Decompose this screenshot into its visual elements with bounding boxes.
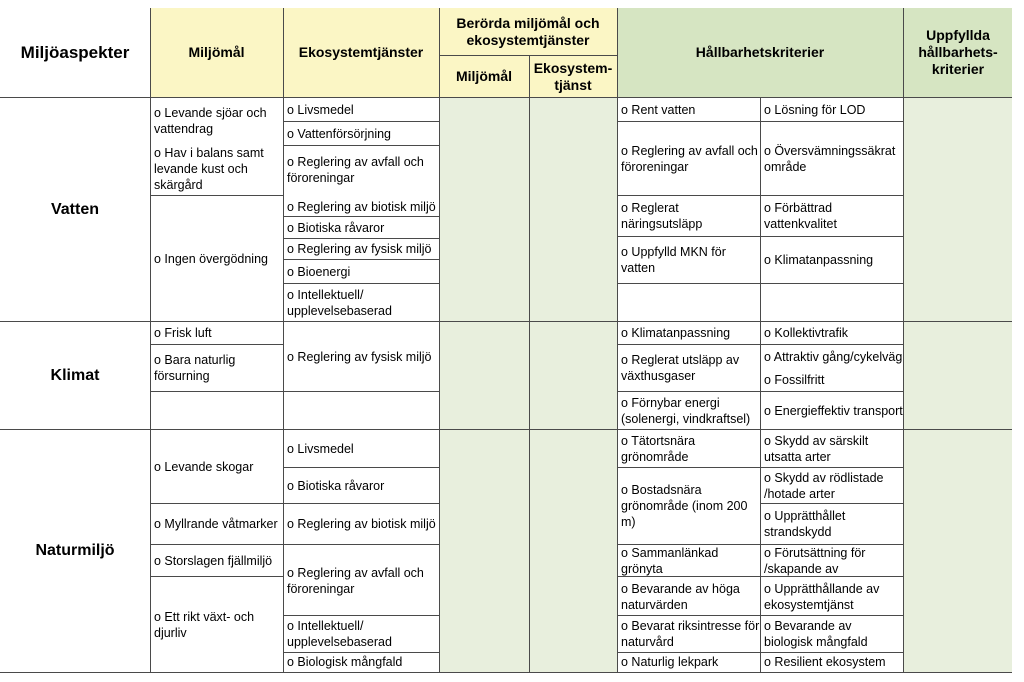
criterion-item: o Klimatanpassning	[764, 253, 874, 267]
service-item: o Reglering av avfall och föroreningar	[287, 155, 424, 185]
criterion-item: o Attraktiv gång/cykelväg	[764, 350, 903, 364]
grid-line	[283, 283, 439, 284]
goal-item: o Levande sjöar och vattendrag	[154, 106, 267, 136]
goal-item: o Bara naturlig försurning	[154, 353, 236, 383]
criterion-item: o Reglering av avfall och föroreningar	[621, 143, 758, 174]
header-goals: Miljömål	[188, 44, 245, 60]
criterion-item: o Klimatanpassning	[621, 326, 731, 340]
grid-line	[150, 576, 283, 577]
grid-line	[283, 259, 439, 260]
criterion-item: o Bevarat riksintresse för naturvård	[621, 619, 760, 649]
service-item: o Vattenförsörjning	[287, 126, 391, 141]
grid-line	[150, 344, 283, 345]
grid-line	[439, 8, 440, 672]
grid-line	[903, 8, 904, 672]
grid-line	[617, 8, 618, 672]
service-item: o Biologisk mångfald	[287, 655, 403, 669]
service-item: o Biotiska råvaror	[287, 479, 385, 493]
criterion-item: o Skydd av särskilt utsatta arter	[764, 434, 869, 464]
header-fulfilled: Uppfyllda hållbarhets-kriterier	[918, 27, 998, 77]
grid-line	[617, 652, 760, 653]
grid-line	[0, 672, 1012, 673]
criterion-item: o Förnybar energi (solenergi, vindkraftsel)	[621, 395, 751, 426]
criterion-item: o Bostadsnära grönområde (inom 200 m)	[621, 483, 748, 529]
grid-line	[760, 236, 903, 237]
criterion-item: o Tätortsnära grönområde	[621, 434, 696, 464]
goal-item: o Myllrande våtmarker	[154, 517, 278, 531]
criterion-item: o Reglerat näringsutsläpp	[621, 201, 703, 231]
service-item: o Livsmedel	[287, 442, 354, 456]
criterion-item: o Översvämningssäkrat område	[764, 143, 896, 174]
grid-line	[283, 145, 439, 146]
grid-line	[283, 216, 439, 217]
criterion-item: o Uppfylld MKN för vatten	[621, 245, 726, 275]
service-item: o Reglering av fysisk miljö	[287, 241, 432, 256]
grid-line	[760, 391, 903, 392]
criterion-item: o Naturlig lekpark	[621, 655, 719, 669]
goal-item: o Storslagen fjällmiljö	[154, 553, 273, 568]
grid-line	[760, 121, 903, 122]
service-item: o Biotiska råvaror	[287, 220, 385, 235]
criterion-item: o Förbättrad vattenkvalitet	[764, 201, 837, 231]
criterion-item: o Sammanlänkad grönyta	[621, 545, 719, 576]
grid-line	[617, 121, 760, 122]
grid-line	[0, 97, 1012, 98]
grid-line	[760, 615, 903, 616]
header-affected: Berörda miljömål och ekosystemtjänster	[456, 15, 600, 48]
grid-line	[760, 544, 903, 545]
aspect-vatten: Vatten	[50, 200, 99, 218]
affected-column-bg	[439, 97, 617, 672]
criterion-item: o Fossilfritt	[764, 373, 825, 387]
service-item: o Reglering av biotisk miljö	[287, 517, 436, 531]
grid-line	[0, 321, 1012, 322]
header-services: Ekosystemtjänster	[298, 44, 424, 60]
grid-line	[283, 8, 284, 672]
criterion-item: o Skydd av rödlistade /hotade arter	[764, 471, 884, 501]
header-criteria: Hållbarhetskriterier	[695, 44, 825, 60]
grid-line	[617, 615, 760, 616]
grid-line	[529, 55, 530, 672]
criterion-item: o Lösning för LOD	[764, 102, 866, 117]
goal-item: o Levande skogar	[154, 459, 254, 474]
grid-line	[617, 195, 760, 196]
grid-line	[150, 195, 283, 196]
grid-line	[760, 195, 903, 196]
service-item: o Bioenergi	[287, 264, 351, 279]
grid-line	[283, 544, 439, 545]
grid-line	[439, 55, 617, 56]
service-item: o Intellektuell/ upplevelsebaserad	[287, 619, 392, 649]
criterion-item: o Upprätthållande av ekosystemtjänst	[764, 581, 880, 612]
grid-line	[617, 467, 760, 468]
grid-line	[617, 344, 760, 345]
grid-line	[150, 544, 283, 545]
grid-line	[283, 391, 439, 392]
grid-line	[283, 238, 439, 239]
grid-line	[760, 503, 903, 504]
grid-line	[617, 544, 760, 545]
grid-line	[760, 576, 903, 577]
grid-line	[760, 344, 903, 345]
grid-line	[617, 576, 760, 577]
header-aspects: Miljöaspekter	[20, 43, 130, 62]
grid-line	[760, 283, 903, 284]
service-item: o Reglering av biotisk miljö	[287, 199, 436, 214]
service-item: o Reglering av fysisk miljö	[287, 349, 432, 364]
header-affected-goal: Miljömål	[455, 68, 512, 84]
goal-item: o Hav i balans samt levande kust och skärgård	[154, 146, 264, 192]
grid-line	[150, 503, 283, 504]
aspect-naturmiljo: Naturmiljö	[35, 542, 115, 559]
grid-line	[150, 8, 151, 672]
goal-item: o Ingen övergödning	[154, 251, 268, 266]
criterion-item: o Reglerat utsläpp av växthusgaser	[621, 353, 740, 383]
criterion-item: o Bevarande av biologisk mångfald	[764, 619, 868, 649]
criterion-item: o Energieffektiv transport	[764, 403, 903, 418]
grid-line	[283, 503, 439, 504]
service-item: o Livsmedel	[287, 102, 354, 117]
criterion-item: o Resilient ekosystem	[764, 655, 886, 669]
criterion-item: o Förutsättning för /skapande av	[764, 545, 866, 576]
header-affected-service: Ekosystem-tjänst	[533, 59, 613, 93]
grid-line	[617, 283, 760, 284]
criterion-item: o Rent vatten	[621, 102, 696, 117]
grid-line	[283, 121, 439, 122]
grid-line	[617, 236, 760, 237]
grid-line	[760, 97, 761, 672]
service-item: o Intellektuell/ upplevelsebaserad	[287, 287, 392, 318]
criterion-item: o Kollektivtrafik	[764, 326, 849, 340]
criterion-item: o Upprätthållet strandskydd	[764, 509, 846, 539]
grid-line	[0, 429, 1012, 430]
grid-line	[283, 467, 439, 468]
aspect-klimat: Klimat	[50, 367, 100, 384]
grid-line	[283, 652, 439, 653]
grid-line	[760, 467, 903, 468]
grid-line	[760, 652, 903, 653]
grid-line	[617, 391, 760, 392]
fulfilled-column-bg	[903, 97, 1012, 672]
grid-line	[150, 391, 283, 392]
goal-item: o Ett rikt växt- och djurliv	[154, 609, 255, 640]
goal-item: o Frisk luft	[154, 326, 212, 340]
grid-line	[283, 615, 439, 616]
criterion-item: o Bevarande av höga naturvärden	[621, 581, 740, 612]
service-item: o Reglering av avfall och föroreningar	[287, 565, 424, 596]
